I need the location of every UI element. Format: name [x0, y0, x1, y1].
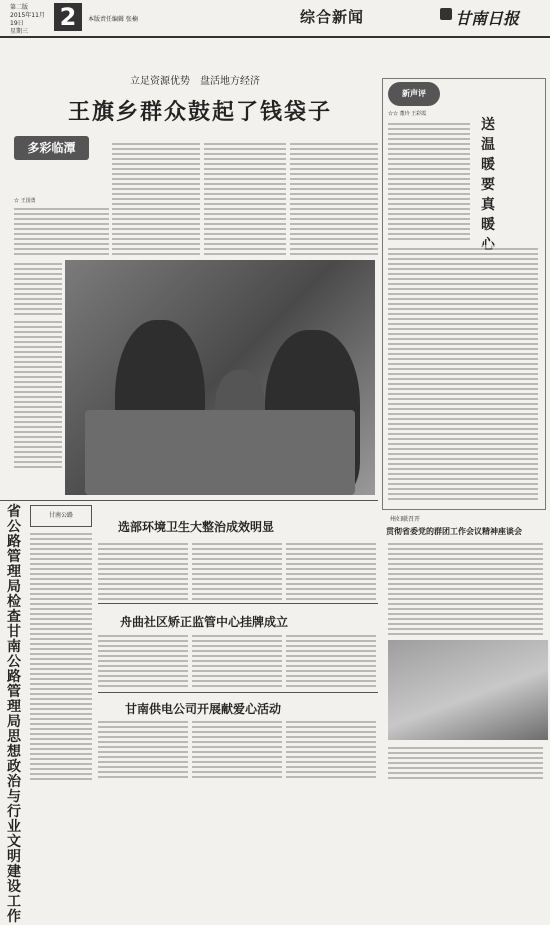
newspaper-name: 甘南日报 [455, 9, 520, 28]
story3-body-c [286, 718, 376, 778]
story1-body-a [98, 540, 188, 600]
lead-photo [65, 260, 375, 495]
story1-body-c [286, 540, 376, 600]
lead-body-col4 [290, 140, 378, 255]
right-headline: 贯彻省委党的群团工作会议精神座谈会 [386, 527, 522, 536]
right-kicker: 州妇联召开 [390, 516, 421, 523]
story3-body-b [192, 718, 282, 778]
vertical-headline: 省公路管理局检查甘南公路管理局思想政治与行业文明建设工作 [7, 504, 21, 925]
lead-body-col1 [14, 205, 109, 255]
divider [98, 692, 378, 693]
sidebar-author: ☆☆ 董玲 王彩霞 [388, 111, 427, 117]
divider [98, 603, 378, 604]
vertical-story-body [30, 530, 92, 780]
sidebar-body-a [388, 120, 470, 240]
lead-kicker: 立足资源优势 盘活地方经济 [130, 76, 260, 87]
highway-logo: 甘南公路 [30, 505, 92, 527]
issue-date: 2015年11月19日 [10, 12, 45, 27]
right-photo [388, 640, 548, 740]
story2-body-a [98, 632, 188, 687]
sidebar-title: 送温暖要真暖 [481, 117, 495, 233]
photo-caption [14, 318, 62, 468]
newspaper-logo-icon [440, 8, 452, 20]
lead-body-col2 [112, 140, 200, 255]
lead-byline: ☆ 王国勇 [14, 198, 36, 204]
edition-info [10, 4, 50, 36]
column-tag: 多彩临潭 [14, 136, 89, 160]
story3-headline: 甘南供电公司开展献爱心活动 [125, 702, 282, 716]
story2-headline: 舟曲社区矫正监管中心挂牌成立 [120, 615, 289, 629]
page-number: 2 [54, 3, 82, 31]
weekday: 星期三 [10, 28, 29, 35]
right-story-body [388, 540, 543, 635]
lead-body-col1b [14, 260, 62, 315]
right-photo-caption [388, 744, 543, 780]
edition-label: 第二版 [10, 4, 29, 11]
sidebar-body-b [388, 245, 538, 500]
story1-body-b [192, 540, 282, 600]
story3-body-a [98, 718, 188, 778]
story1-headline: 选部环境卫生大整治成效明显 [118, 520, 275, 534]
column-badge: 新声评 [388, 82, 440, 106]
story2-body-c [286, 632, 376, 687]
divider [0, 500, 378, 501]
section-title: 综合新闻 [300, 8, 365, 26]
story2-body-b [192, 632, 282, 687]
lead-body-col3 [204, 140, 286, 255]
page-editor: 本版责任编辑 张楠 [88, 16, 138, 23]
lead-headline: 王旗乡群众鼓起了钱袋子 [67, 100, 332, 125]
